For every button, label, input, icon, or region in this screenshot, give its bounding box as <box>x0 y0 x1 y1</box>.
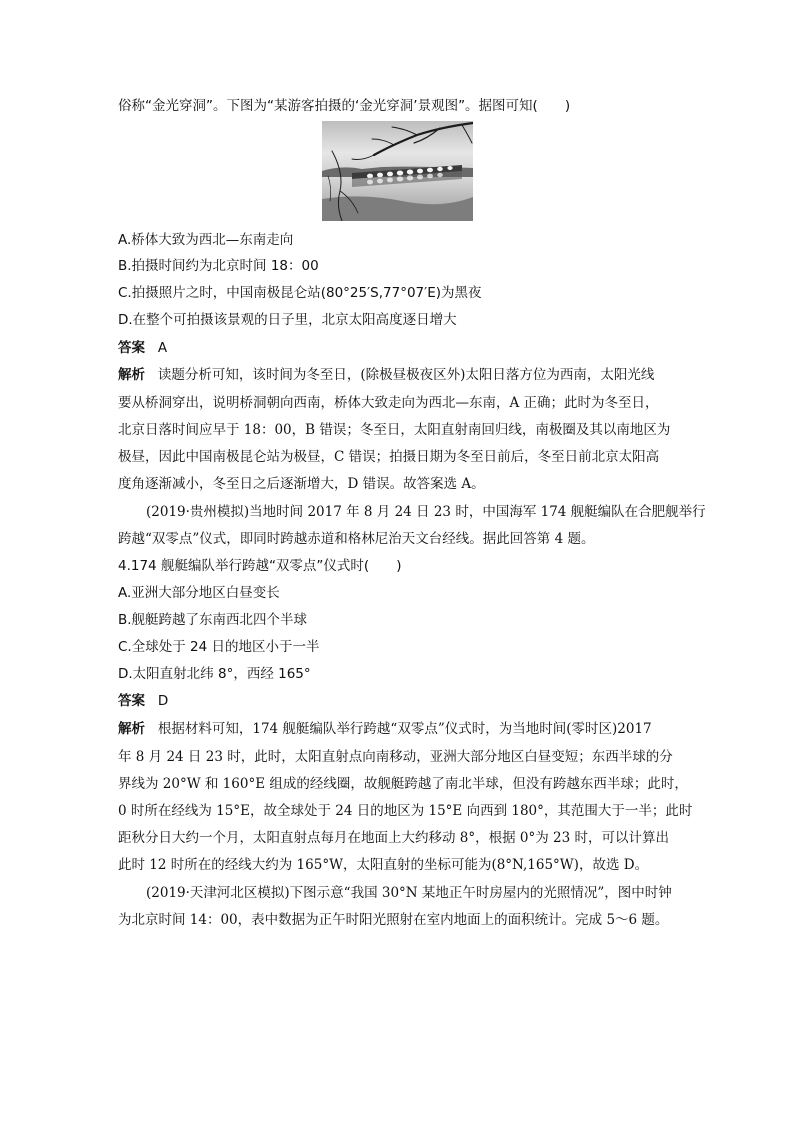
q4-option-d: D.太阳直射北纬 8°，西经 165° <box>118 666 311 682</box>
material-4-line-2: 跨越“双零点”仪式，即同时跨越赤道和格林尼治天文台经线。据此回答第 4 题。 <box>118 531 595 547</box>
q4-analysis-label: 解析 <box>118 721 145 737</box>
q3-option-d: D.在整个可拍摄该景观的日子里，北京太阳高度逐日增大 <box>118 312 457 328</box>
q3-analysis-line-5: 度角逐渐减小，冬至日之后逐渐增大，D 错误。故答案选 A。 <box>118 476 485 492</box>
q3-analysis-label: 解析 <box>118 367 145 383</box>
q3-answer <box>118 338 684 358</box>
q4-answer <box>118 691 684 711</box>
q3-option-b: B.拍摄时间约为北京时间 18：00 <box>118 258 319 274</box>
q4-analysis-line-2: 年 8 月 24 日 23 时，此时，太阳直射点向南移动，亚洲大部分地区白昼变短；东西半球的分 <box>118 749 673 765</box>
q3-answer-label: 答案 <box>118 340 145 356</box>
q3-analysis-line-3: 北京日落时间应早于 18：00，B 错误；冬至日，太阳直射南回归线，南极圈及其以南地区为 <box>118 422 671 438</box>
q4-analysis-line-1 <box>118 719 684 739</box>
q4-option-a: A.亚洲大部分地区白昼变长 <box>118 585 280 601</box>
q3-analysis-line-4: 极昼，因此中国南极昆仑站为极昼，C 错误；拍摄日期为冬至日前后，冬至日前北京太阳高 <box>118 449 660 465</box>
q4-analysis-line-5: 距秋分日大约一个月，太阳直射点每月在地面上大约移动 8°，根据 0°为 23 时，可以计算出 <box>118 830 670 846</box>
q4-analysis-line-6: 此时 12 时所在的经线大约为 165°W，太阳直射的坐标可能为(8°N,165°W)，故选 D。 <box>118 857 649 873</box>
material-4-line-1: (2019·贵州模拟)当地时间 2017 年 8 月 24 日 23 时，中国海军 174 舰艇编队在合肥舰举行 <box>146 504 706 520</box>
q3-option-a: A.桥体大致为西北—东南走向 <box>118 232 294 248</box>
bridge-photo-image <box>322 121 473 221</box>
q3-answer-value: A <box>157 340 168 356</box>
q4-analysis-line-4: 0 时所在经线为 15°E，故全球处于 24 日的地区为 15°E 向西到 180°，其范围大于一半；此时 <box>118 803 693 819</box>
q4-option-b: B.舰艇跨越了东南西北四个半球 <box>118 612 308 628</box>
q3-option-c: C.拍摄照片之时，中国南极昆仑站(80°25′S,77°07′E)为黑夜 <box>118 285 482 301</box>
material-5-line-1: (2019·天津河北区模拟)下图示意“我国 30°N 某地正午时房屋内的光照情况”，图中时钟 <box>146 885 672 901</box>
q3-analysis-line-2: 要从桥洞穿出，说明桥洞朝向西南，桥体大致走向为西北—东南，A 正确；此时为冬至日， <box>118 395 659 411</box>
q4-analysis-line-3: 界线为 20°W 和 160°E 组成的经线圈，故舰艇跨越了南北半球，但没有跨越东西半球；此时， <box>118 776 688 792</box>
q4-answer-label: 答案 <box>118 693 145 709</box>
q3-analysis-line-1 <box>118 365 684 385</box>
q4-option-c: C.全球处于 24 日的地区小于一半 <box>118 639 320 655</box>
golden-light-bridge-photo <box>322 121 473 221</box>
q3-analysis-text-1: 读题分析可知，该时间为冬至日，(除极昼极夜区外)太阳日落方位为西南，太阳光线 <box>157 367 655 383</box>
q4-answer-value: D <box>157 693 169 709</box>
q4-stem: 4.174 舰艇编队举行跨越“双零点”仪式时( ) <box>118 558 402 574</box>
material-5-line-2: 为北京时间 14：00，表中数据为正午时阳光照射在室内地面上的面积统计。完成 5～6 题。 <box>118 912 669 928</box>
q4-analysis-text-1: 根据材料可知，174 舰艇编队举行跨越“双零点”仪式时，为当地时间(零时区)2017 <box>157 721 652 737</box>
intro-line: 俗称“金光穿洞”。下图为“某游客拍摄的‘金光穿洞’景观图”。据图可知( ) <box>118 98 571 114</box>
